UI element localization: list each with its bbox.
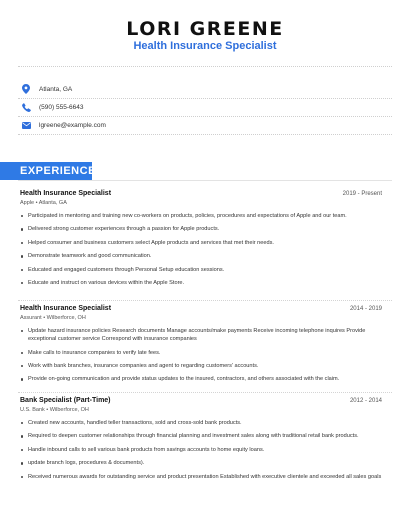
contact-divider — [18, 134, 392, 135]
list-item: Helped consumer and business customers select Apple products and services that met their needs. — [20, 239, 382, 247]
job-employer: U.S. Bank • Wilberforce, OH — [20, 407, 89, 413]
list-item: update branch logs, procedures & documents). — [20, 459, 382, 467]
contact-phone-text: (590) 555-6643 — [39, 103, 84, 111]
job-title: Bank Specialist (Part-Time) — [20, 397, 111, 404]
resume-role: Health Insurance Specialist — [133, 40, 277, 52]
list-item: Educate and instruct on various devices within the Apple Store. — [20, 279, 382, 287]
job-title: Health Insurance Specialist — [20, 190, 112, 197]
resume-name: LORI GREENE — [126, 18, 284, 40]
list-item: Work with bank branches, insurance companies and agent to regarding customers' accounts. — [20, 362, 382, 370]
list-item: Created new accounts, handled teller transactions, sold and cross-sold bank products. — [20, 419, 382, 427]
list-item: Educated and engaged customers through Personal Setup education sessions. — [20, 266, 382, 274]
map-pin-icon — [21, 84, 31, 94]
job-entry — [20, 190, 382, 292]
contact-phone — [18, 99, 83, 115]
job-employer: Apple • Atlanta, GA — [20, 200, 67, 206]
envelope-icon — [21, 120, 31, 130]
list-item: Provide on-going communication and provide status updates to the insured, contractors, and others associated with the claim. — [20, 375, 382, 383]
list-item: Handle inbound calls to sell various bank products from savings accounts to home equity loans. — [20, 446, 382, 454]
list-item: Update hazard insurance policies Research documents Manage accounts/make payments Receive incoming telephone inquires Provide exceptional customer service Correspond with insurance companies — [20, 327, 382, 344]
list-item: Required to deepen customer relationships through financial planning and investment sales along with traditional retail bank products. — [20, 432, 382, 440]
header-divider — [18, 66, 392, 67]
job-dates: 2019 - Present — [342, 191, 382, 197]
contact-location — [18, 81, 72, 97]
job-entry — [20, 305, 382, 389]
contact-email-text: lgreene@example.com — [39, 121, 106, 129]
experience-rule — [18, 180, 392, 181]
list-item: Make calls to insurance companies to verify late fees. — [20, 349, 382, 357]
job-entry — [20, 397, 382, 486]
list-item: Participated in mentoring and training new co-workers on products, policies, procedures and expectations of Apple and our team. — [20, 212, 382, 220]
list-item: Delivered strong customer experiences through a passion for Apple products. — [20, 225, 382, 233]
experience-heading: EXPERIENCE — [0, 162, 92, 180]
contact-email — [18, 117, 106, 133]
job-title: Health Insurance Specialist — [20, 305, 112, 312]
job-dates: 2014 - 2019 — [349, 306, 382, 312]
phone-icon — [21, 102, 31, 112]
job-dates: 2012 - 2014 — [349, 398, 382, 404]
list-item: Received numerous awards for outstanding service and product presentation Established with executive clientele and exceeded all sales goals — [20, 473, 382, 481]
job-divider — [18, 392, 392, 393]
contact-location-text: Atlanta, GA — [39, 85, 73, 93]
job-divider — [18, 300, 392, 301]
list-item: Demonstrate teamwork and good communication. — [20, 252, 382, 260]
job-employer: Assurant • Wilberforce, OH — [20, 315, 86, 321]
